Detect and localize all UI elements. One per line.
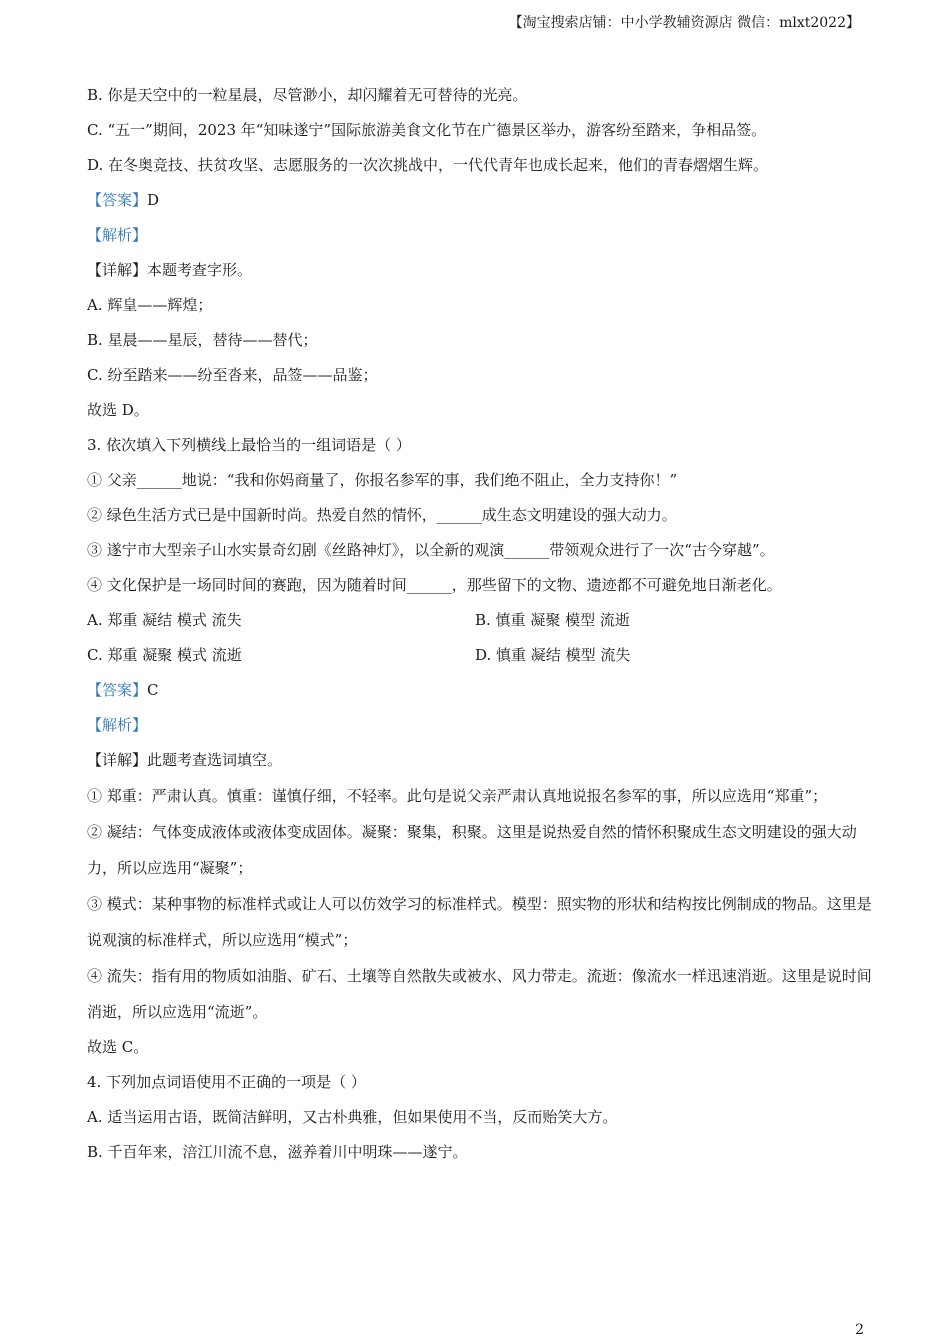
q2-conclusion: 故选 D。 bbox=[87, 401, 149, 419]
q4-option-a: A. 适当运用古语，既简洁鲜明，又古朴典雅，但如果使用不当，反而贻笑大方。 bbox=[87, 1108, 618, 1126]
q3-item-2: ② 绿色生活方式已是中国新时尚。热爱自然的情怀，______成生态文明建设的强大动力。 bbox=[87, 506, 677, 524]
document-body bbox=[87, 78, 877, 1170]
answer-label: 【答案】 bbox=[87, 681, 148, 699]
answer-value: C bbox=[147, 681, 159, 699]
q4-option-b: B. 千百年来，涪江川流不息，滋养着川中明珠——遂宁。 bbox=[87, 1143, 468, 1161]
q2-detail: 【详解】本题考查字形。 bbox=[87, 261, 253, 279]
q2-option-b: B. 你是天空中的一粒星晨，尽管渺小，却闪耀着无可替待的光亮。 bbox=[87, 86, 528, 104]
q3-explanation-1: ① 郑重：严肃认真。慎重：谨慎仔细，不轻率。此句是说父亲严肃认真地说报名参军的事，所以应选用“郑重”； bbox=[87, 787, 828, 805]
q3-explanation-2: ② 凝结：气体变成液体或液体变成固体。凝聚：聚集，积聚。这里是说热爱自然的情怀积聚成生态文明建设的强大动力，所以应选用“凝聚”； bbox=[87, 823, 857, 877]
q3-item-4: ④ 文化保护是一场同时间的赛跑，因为随着时间______，那些留下的文物、遗迹都不可避免地日渐老化。 bbox=[87, 576, 782, 594]
q3-options-row-2 bbox=[87, 638, 877, 673]
q3-answer bbox=[87, 673, 877, 708]
q2-explanation-b: B. 星晨——星辰，替待——替代； bbox=[87, 331, 318, 349]
q3-option-b: B. 慎重 凝聚 模型 流逝 bbox=[475, 611, 630, 629]
q4-stem: 4. 下列加点词语使用不正确的一项是（ ） bbox=[87, 1073, 366, 1091]
q2-explanation-c: C. 纷至踏来——纷至沓来，品签——品鉴； bbox=[87, 366, 378, 384]
q3-option-a: A. 郑重 凝结 模式 流失 bbox=[87, 611, 242, 629]
q3-stem: 3. 依次填入下列横线上最恰当的一组词语是（ ） bbox=[87, 436, 411, 454]
q3-options-row-1 bbox=[87, 603, 877, 638]
q2-explanation-a: A. 辉皇——辉煌； bbox=[87, 296, 213, 314]
page-header: 【淘宝搜索店铺：中小学教辅资源店 微信：mlxt2022】 bbox=[508, 15, 860, 31]
q3-item-3: ③ 遂宁市大型亲子山水实景奇幻剧《丝路神灯》，以全新的观演______带领观众进行了一次“古今穿越”。 bbox=[87, 541, 775, 559]
q2-analysis-label: 【解析】 bbox=[87, 226, 148, 244]
q2-option-c: C. “五一”期间，2023 年“知味遂宁”国际旅游美食文化节在广德景区举办，游客纷至踏来，争相品签。 bbox=[87, 121, 767, 139]
answer-value: D bbox=[147, 191, 160, 209]
q3-detail: 【详解】此题考查选词填空。 bbox=[87, 751, 283, 769]
page-number: 2 bbox=[855, 1322, 864, 1338]
q3-analysis-label: 【解析】 bbox=[87, 716, 148, 734]
q3-explanation-3: ③ 模式：某种事物的标准样式或让人可以仿效学习的标准样式。模型：照实物的形状和结构按比例制成的物品。这里是说观演的标准样式，所以应选用“模式”； bbox=[87, 895, 872, 949]
q3-option-d: D. 慎重 凝结 模型 流失 bbox=[475, 646, 631, 664]
q3-item-1: ① 父亲______地说：“我和你妈商量了，你报名参军的事，我们绝不阻止，全力支持你！” bbox=[87, 471, 678, 489]
q3-option-c: C. 郑重 凝聚 模式 流逝 bbox=[87, 646, 242, 664]
q2-answer bbox=[87, 183, 877, 218]
answer-label: 【答案】 bbox=[87, 191, 148, 209]
q3-conclusion: 故选 C。 bbox=[87, 1038, 149, 1056]
q3-explanation-4: ④ 流失：指有用的物质如油脂、矿石、土壤等自然散失或被水、风力带走。流逝：像流水一样迅速消逝。这里是说时间消逝，所以应选用“流逝”。 bbox=[87, 967, 872, 1021]
q2-option-d: D. 在冬奥竞技、扶贫攻坚、志愿服务的一次次挑战中，一代代青年也成长起来，他们的青春熠熠生辉。 bbox=[87, 156, 769, 174]
